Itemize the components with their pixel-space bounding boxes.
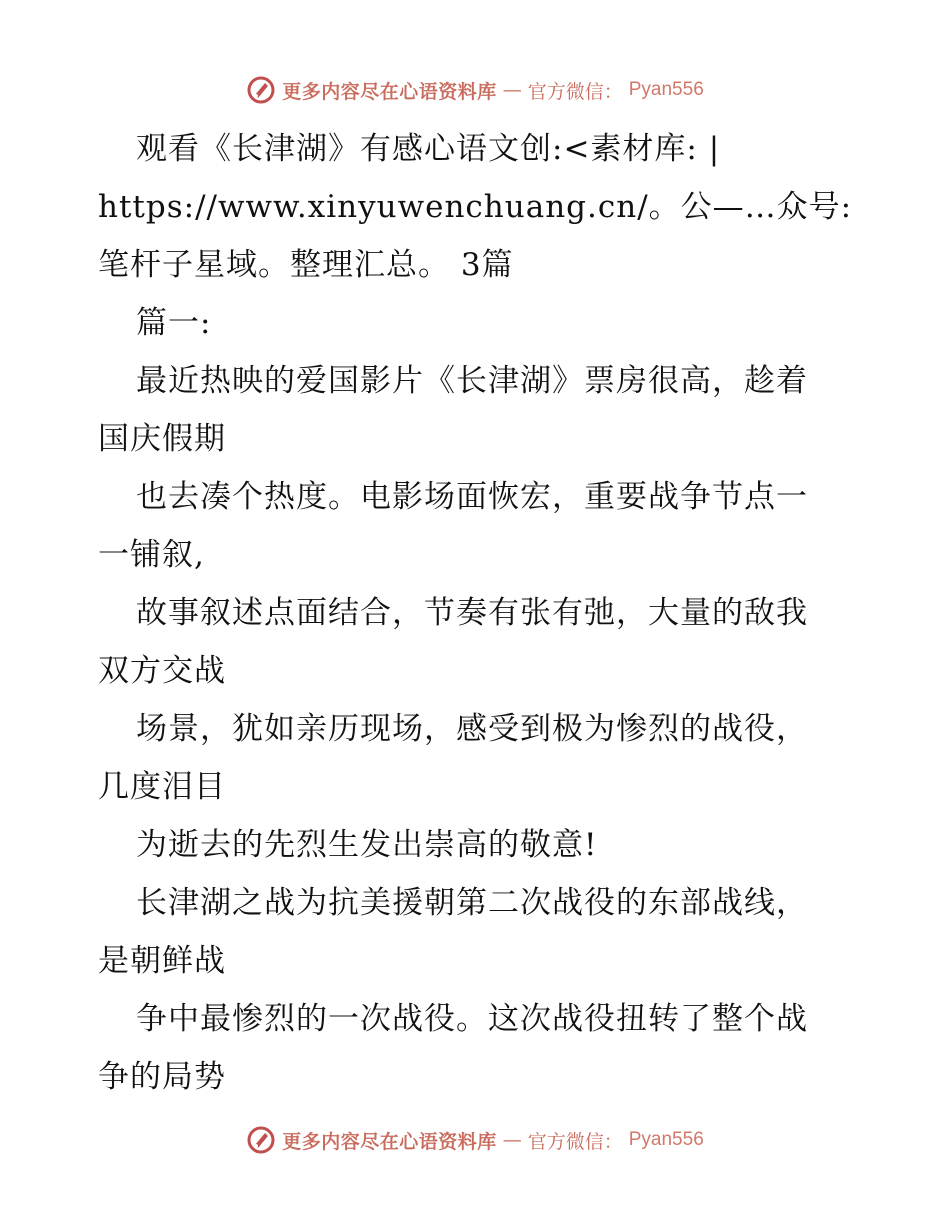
body-line: 国庆假期 <box>98 421 226 457</box>
body-line: 观看《长津湖》有感心语文创:<素材库: | <box>136 131 721 167</box>
body-line: 场景，犹如亲历现场，感受到极为惨烈的战役， <box>136 711 808 747</box>
body-line: 是朝鲜战 <box>98 943 226 979</box>
banner-dash: — <box>502 1129 522 1151</box>
body-line: 最近热映的爱国影片《长津湖》票房很高，趁着 <box>136 363 808 399</box>
body-line: 为逝去的先烈生发出崇高的敬意! <box>136 827 598 863</box>
banner-wechat-handle: Pyan556 <box>628 1129 704 1150</box>
document-body <box>98 120 858 1106</box>
body-line: 长津湖之战为抗美援朝第二次战役的东部战线， <box>136 885 808 921</box>
body-line: 争中最惨烈的一次战役。这次战役扭转了整个战 <box>136 1001 808 1037</box>
footer-banner <box>0 1122 950 1158</box>
body-line: https://www.xinyuwenchuang.cn/。公—…众号: <box>98 189 853 225</box>
banner-dash: — <box>502 79 522 101</box>
body-line: 双方交战 <box>98 653 226 689</box>
banner-wechat-label: 官方微信： <box>527 1130 623 1153</box>
header-banner <box>0 72 950 108</box>
body-line: 也去凑个热度。电影场面恢宏，重要战争节点一 <box>136 479 808 515</box>
section-heading: 篇一: <box>136 305 212 341</box>
banner-wechat-label: 官方微信： <box>527 80 623 103</box>
banner-site-text: 更多内容尽在心语资料库 <box>282 80 497 103</box>
body-line: 一铺叙, <box>98 537 205 573</box>
pen-logo-icon <box>246 75 276 105</box>
body-line: 故事叙述点面结合，节奏有张有弛，大量的敌我 <box>136 595 808 631</box>
banner-wechat-handle: Pyan556 <box>628 79 704 100</box>
body-line: 几度泪目 <box>98 769 226 805</box>
banner-site-text: 更多内容尽在心语资料库 <box>282 1130 497 1153</box>
pen-logo-icon <box>246 1125 276 1155</box>
body-line: 笔杆子星域。整理汇总。 3篇 <box>98 247 514 283</box>
body-line: 争的局势 <box>98 1059 226 1095</box>
